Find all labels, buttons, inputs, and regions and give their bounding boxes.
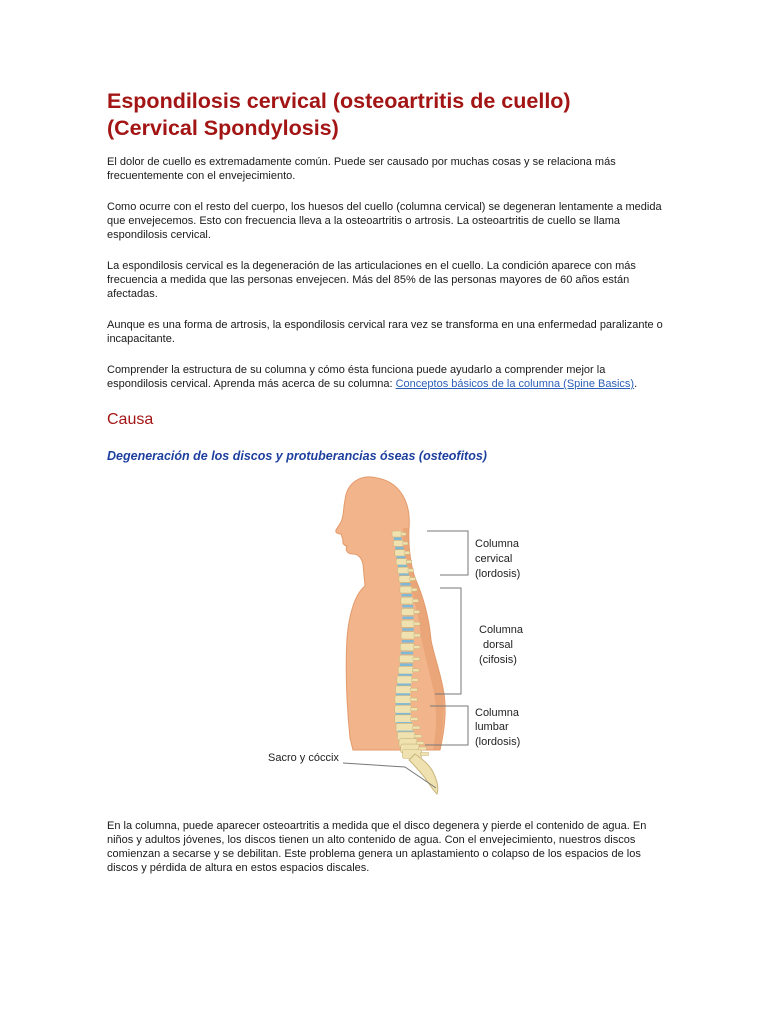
title-line-1: Espondilosis cervical (osteoartritis de cuello) [107,89,571,113]
spinous-process [406,560,411,563]
spinous-process [408,569,414,572]
label-sacro: Sacro y cóccix [268,752,339,764]
spinous-process [410,698,417,701]
intervertebral-disc [400,663,413,666]
page-title [107,88,667,142]
vertebra [392,531,402,537]
vertebra [395,705,412,713]
label-dorsal-2: dorsal [483,639,513,651]
vertebra [395,550,406,556]
vertebra [400,643,414,650]
spinous-process [411,588,417,591]
spinous-process [412,669,419,672]
vertebra [398,666,413,674]
section-heading-causa: Causa [107,411,154,428]
intervertebral-disc [402,640,414,643]
article [107,88,667,463]
spine-basics-link[interactable]: Conceptos básicos de la columna (Spine Basics) [395,378,635,390]
spinous-process [414,622,420,625]
vertebra [395,715,412,723]
spinous-process [410,688,417,691]
paragraph-bottom: En la columna, puede aparecer osteoartritis a medida que el disco degenera y pierde el contenido de agua. En niños y adultos jóvenes, los discos tienen un alto contenido de agua. Con el envejecimiento, nuestros discos comienzan a secarse y se debilitan. Este problema genera un aplastamiento o colapso de los espacios de los discos y pérdida de altura en estos espacios discales. [107,820,647,874]
spinous-process [405,551,410,554]
intervertebral-disc [402,594,412,597]
spine-figure [265,468,535,803]
label-cervical-3: (lordosis) [475,568,521,580]
intervertebral-disc [402,628,414,631]
label-cervical-2: cervical [475,553,513,565]
spinous-process [414,646,420,649]
body-silhouette [336,477,445,750]
spinous-process [410,578,416,581]
vertebra [401,597,414,604]
spinous-process [414,735,422,738]
title-line-2: (Cervical Spondylosis) [107,116,339,140]
spinous-process [401,533,406,536]
spinous-process [403,542,408,545]
paragraph-5-end: . [634,378,638,390]
intervertebral-disc [395,547,403,550]
paragraph-1: El dolor de cuello es extremadamente común. Puede ser causado por muchas cosas y se relaciona más frecuentemente con el envejecimiento. [107,156,616,182]
vertebra [401,620,415,627]
vertebra [396,559,407,565]
spinous-process [414,610,420,613]
subheading-disc-degeneration: Degeneración de los discos y protuberancias óseas (osteofitos) [107,449,487,463]
spinous-process [410,708,417,711]
intervertebral-disc [401,583,411,586]
label-cervical-1: Columna [475,538,520,550]
label-lumbar-3: (lordosis) [475,736,521,748]
intervertebral-disc [401,652,413,655]
bottom-section [107,819,667,875]
paragraph-5-text: Comprender la estructura de su columna y cómo ésta funciona puede ayudarlo a comprender mejor la espondilosis cervical. Aprenda más acerca de su columna: [107,364,606,390]
intervertebral-disc [402,605,413,608]
vertebra [400,586,412,593]
spinous-process [414,634,420,637]
paragraph-2: Como ocurre con el resto del cuerpo, los huesos del cuello (columna cervical) se degeneran lentamente a medida que envejecemos. Esto con frecuencia lleva a la osteoartritis o artrosis. La osteoartritis de cuello se llama espondilosis cervical. [107,201,662,241]
spinous-process [411,679,418,682]
spine-illustration [265,468,535,803]
intervertebral-disc [402,617,413,620]
vertebra [393,540,403,546]
spinous-process [413,657,420,660]
vertebra [399,655,414,663]
paragraph-5 [107,363,667,391]
label-dorsal-3: (cifosis) [479,654,517,666]
spinous-process [413,726,421,729]
paragraph-4: Aunque es una forma de artrosis, la espondilosis cervical rara vez se transforma en una enfermedad paralizante o incapacitante. [107,319,663,345]
vertebra [396,686,412,694]
label-lumbar-1: Columna [475,707,520,719]
vertebra [396,723,413,732]
label-dorsal-1: Columna [479,624,524,636]
vertebra [397,676,413,684]
sacrum [409,754,438,794]
vertebra [399,576,411,583]
spinous-process [421,753,429,756]
vertebra [398,567,410,574]
spinous-process [413,599,419,602]
label-lumbar-2: lumbar [475,721,509,733]
spinous-process [411,718,418,721]
vertebra [401,632,415,639]
vertebra [395,696,411,704]
vertebra [401,608,414,615]
paragraph-3: La espondilosis cervical es la degeneración de las articulaciones en el cuello. La condición aparece con más frecuencia a medida que las personas envejecen. Más del 85% de las personas mayores de 60 años están afectadas. [107,260,636,300]
intervertebral-disc [394,537,402,540]
